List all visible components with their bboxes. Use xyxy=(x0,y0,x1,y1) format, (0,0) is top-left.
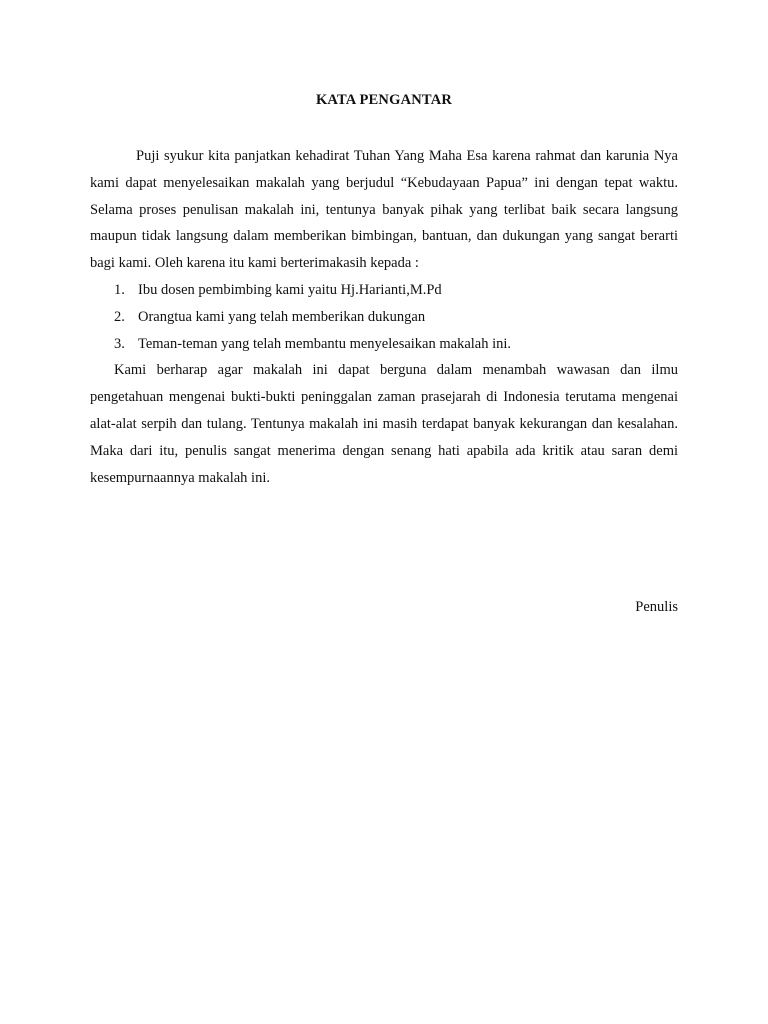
list-item xyxy=(90,277,678,304)
intro-paragraph: Puji syukur kita panjatkan kehadirat Tuhan Yang Maha Esa karena rahmat dan karunia Nya kami dapat menyelesaikan makalah yang berjudul “Kebudayaan Papua” ini dengan tepat waktu. Selama proses penulisan makalah ini, tentunya banyak pihak yang terlibat baik secara langsung maupun tidak langsung dalam memberikan bimbingan, bantuan, dan dukungan yang sangat berarti bagi kami. Oleh karena itu kami berterimakasih kepada : xyxy=(90,148,678,272)
closing-paragraph: Kami berharap agar makalah ini dapat berguna dalam menambah wawasan dan ilmu pengetahuan mengenai bukti-bukti peninggalan zaman prasejarah di Indonesia terutama mengenai alat-alat serpih dan tulang. Tentunya makalah ini masih terdapat banyak kekurangan dan kesalahan. Maka dari itu, penulis sangat menerima dengan senang hati apabila ada kritik atau saran demi kesempurnaannya makalah ini. xyxy=(90,362,678,486)
document-body xyxy=(90,143,678,491)
list-item-text: Ibu dosen pembimbing kami yaitu Hj.Harianti,M.Pd xyxy=(138,281,442,298)
document-title: KATA PENGANTAR xyxy=(315,92,453,108)
list-item-text: Orangtua kami yang telah memberikan dukungan xyxy=(138,308,426,325)
signature: Penulis xyxy=(635,599,678,615)
thanks-list xyxy=(90,277,678,357)
list-item-number: 2. xyxy=(114,308,125,325)
list-item-number: 3. xyxy=(114,335,125,352)
list-item-number: 1. xyxy=(114,281,125,298)
list-item-text: Teman-teman yang telah membantu menyelesaikan makalah ini. xyxy=(138,335,512,352)
list-item xyxy=(90,304,678,331)
list-item xyxy=(90,331,678,358)
